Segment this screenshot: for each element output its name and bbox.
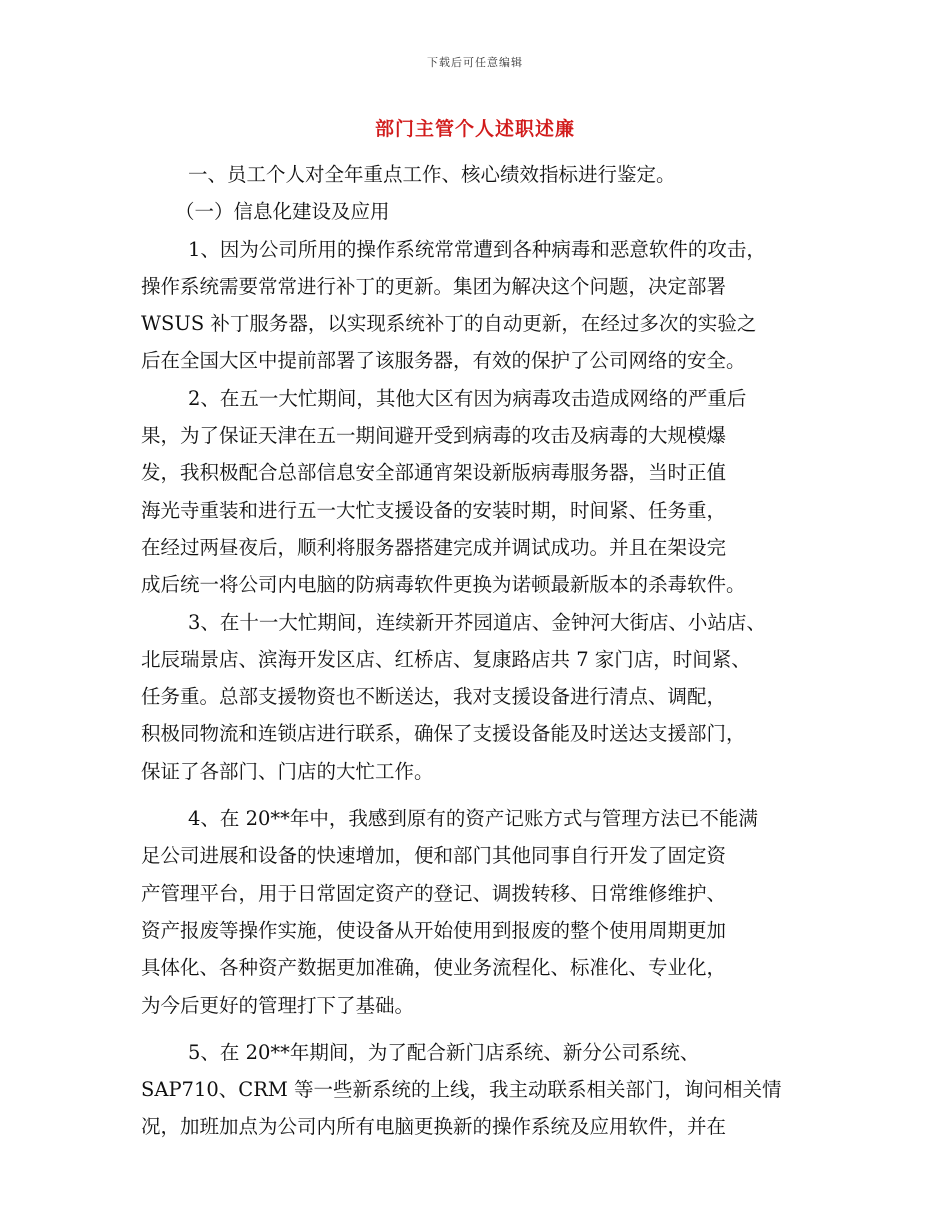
paragraph-1 bbox=[141, 231, 821, 380]
document-body bbox=[141, 156, 821, 1146]
page-header-note: 下载后可任意编辑 bbox=[427, 56, 523, 69]
paragraph-line: 果，为了保证天津在五一期间避开受到病毒的攻击及病毒的大规模爆 bbox=[141, 424, 727, 448]
paragraph-line: 具体化、各种资产数据更加准确，使业务流程化、标准化、专业化， bbox=[141, 956, 727, 980]
paragraph-line: SAP710、CRM 等一些新系统的上线，我主动联系相关部门，询问相关情 bbox=[141, 1078, 782, 1102]
document-title: 部门主管个人述职述廉 bbox=[374, 118, 575, 140]
subsection-heading: （一）信息化建设及应用 bbox=[175, 200, 390, 224]
paragraph-line: 足公司进展和设备的快速增加，便和部门其他同事自行开发了固定资 bbox=[141, 844, 727, 868]
paragraph-line: 资产报废等操作实施，使设备从开始使用到报废的整个使用周期更加 bbox=[141, 918, 727, 942]
paragraph-4 bbox=[141, 800, 821, 1024]
paragraph-line: WSUS 补丁服务器，以实现系统补丁的自动更新，在经过多次的实验之 bbox=[141, 312, 757, 336]
paragraph-line: 北辰瑞景店、滨海开发区店、红桥店、复康路店共 7 家门店，时间紧、 bbox=[141, 647, 751, 671]
paragraph-line: 保证了各部门、门店的大忙工作。 bbox=[141, 759, 434, 783]
paragraph-line: 1、因为公司所用的操作系统常常遭到各种病毒和恶意软件的攻击， bbox=[188, 237, 766, 261]
paragraph-line: 任务重。总部支援物资也不断送达，我对支援设备进行清点、调配， bbox=[141, 685, 727, 709]
paragraph-gap bbox=[141, 1024, 821, 1034]
paragraph-line: 3、在十一大忙期间，连续新开芥园道店、金钟河大街店、小站店、 bbox=[188, 610, 766, 634]
paragraph-3 bbox=[141, 604, 821, 790]
paragraph-line: 为今后更好的管理打下了基础。 bbox=[141, 993, 415, 1017]
paragraph-line: 况，加班加点为公司内所有电脑更换新的操作系统及应用软件，并在 bbox=[141, 1115, 727, 1139]
paragraph-line: 产管理平台，用于日常固定资产的登记、调拨转移、日常维修维护、 bbox=[141, 881, 727, 905]
paragraph-line: 后在全国大区中提前部署了该服务器，有效的保护了公司网络的安全。 bbox=[141, 349, 746, 373]
paragraph-line: 在经过两昼夜后，顺利将服务器搭建完成并调试成功。并且在架设完 bbox=[141, 535, 727, 559]
paragraph-line: 海光寺重装和进行五一大忙支援设备的安装时期，时间紧、任务重， bbox=[141, 498, 727, 522]
paragraph-line: 2、在五一大忙期间，其他大区有因为病毒攻击造成网络的严重后 bbox=[188, 386, 747, 410]
section-heading: 一、员工个人对全年重点工作、核心绩效指标进行鉴定。 bbox=[188, 163, 676, 186]
paragraph-line: 4、在 20**年中，我感到原有的资产记账方式与管理方法已不能满 bbox=[188, 807, 758, 831]
paragraph-2 bbox=[141, 380, 821, 604]
paragraph-gap bbox=[141, 790, 821, 800]
paragraph-line: 发，我积极配合总部信息安全部通宵架设新版病毒服务器，当时正值 bbox=[141, 461, 727, 485]
paragraph-line: 操作系统需要常常进行补丁的更新。集团为解决这个问题，决定部署 bbox=[141, 274, 727, 298]
paragraph-line: 积极同物流和连锁店进行联系，确保了支援设备能及时送达支援部门， bbox=[141, 722, 746, 746]
paragraph-5 bbox=[141, 1034, 821, 1146]
paragraph-line: 5、在 20**年期间，为了配合新门店系统、新分公司系统、 bbox=[188, 1040, 700, 1064]
paragraph-line: 成后统一将公司内电脑的防病毒软件更换为诺顿最新版本的杀毒软件。 bbox=[141, 573, 746, 597]
